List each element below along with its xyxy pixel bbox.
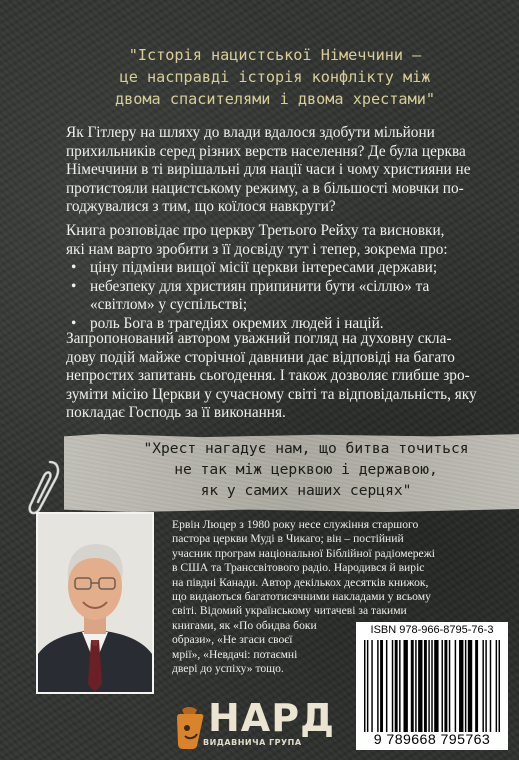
conclusion-line: непростих запитань сьогодення. І також дозволяє глибше зро- [66, 367, 470, 385]
barcode-bar [367, 640, 368, 732]
barcode-bar [428, 640, 429, 732]
barcode-bar [442, 640, 443, 732]
bio-line: що видаються багатотисячними накладами у всьому [172, 590, 431, 604]
intro-paragraph [66, 124, 498, 217]
barcode-bar [499, 640, 500, 732]
conclusion-line: Запропонований автором уважний погляд на духовну скла- [66, 330, 452, 347]
barcode-bar [364, 640, 365, 732]
barcode-bar [415, 640, 416, 732]
intro-line: Як Гітлеру на шляху до влади вдалося здобути мільйони [66, 124, 435, 141]
barcode-bar [411, 640, 414, 732]
barcode-bar [424, 640, 427, 732]
conclusion-line: зуміти місію Церкви у сучасному світі та відповідальність, яку [66, 385, 477, 403]
bullet: • [71, 314, 77, 332]
list-item-text: «світлом» у суспільстві; [90, 296, 248, 314]
bio-line: образи», «Не згаси своєї [172, 633, 293, 647]
barcode-bar [386, 640, 387, 732]
bio-line: світі. Відомий українському читачеві за такими [172, 604, 407, 618]
bio-line: Ервін Люцер з 1980 року несе служіння старшого [172, 518, 419, 531]
list-item [66, 259, 498, 278]
conclusion-paragraph [66, 330, 498, 423]
intro-line: Німеччини в ті вирішальні для нації часи і чому християни не [66, 161, 471, 179]
bio-line: пастора церкви Муді в Чикаго; він – постійний [172, 532, 404, 546]
top-quote-line: це насправді історія конфлікту між [119, 68, 431, 86]
intro-line: годжувалися з тим, що коїлося навкруги? [66, 198, 336, 216]
bio-line: учасник програм національної Біблійної радіомережі [172, 546, 435, 560]
barcode-bar [482, 640, 483, 732]
barcode-bar [431, 640, 432, 732]
barcode-bar [468, 640, 472, 732]
strip-quote [86, 438, 519, 501]
barcode-bar [371, 640, 372, 732]
isbn-barcode-box [356, 622, 508, 750]
strip-quote-line: "Хрест нагадує нам, що битва точиться [143, 440, 469, 457]
barcode-bar [395, 640, 398, 732]
barcode-bar [377, 640, 378, 732]
list-item-text: небезпеку для християн припинити бути «сіллю» та [90, 277, 430, 295]
isbn-label: ISBN 978-966-8795-76-3 [370, 624, 494, 636]
author-photo [36, 512, 154, 694]
barcode-bar [444, 640, 447, 732]
about-line: які нам варто зробити з її досвіду тут і тепер, зокрема про: [66, 240, 448, 258]
bio-line: книгами, як «По обидва боки [172, 618, 317, 632]
bio-line: двері до успіху» тощо. [172, 662, 284, 676]
barcode-bar [449, 640, 450, 732]
top-quote-line: двома спасителями і двома хрестами" [114, 90, 436, 108]
barcode-bar [399, 640, 400, 732]
bullet: • [71, 259, 77, 276]
barcode-bar [392, 640, 393, 732]
top-quote-line: "Історія нацистської Німеччини – [128, 46, 422, 64]
intro-line: прихильників серед різних верств населення? Де була церква [66, 142, 466, 160]
barcode-bar [403, 640, 407, 732]
strip-quote-line: як у самих наших серцях" [200, 482, 412, 499]
barcode-bar [418, 640, 422, 732]
barcode-bar [455, 640, 456, 732]
barcode-bar [475, 640, 478, 732]
about-paragraph [66, 222, 498, 259]
list-item [66, 278, 498, 315]
barcode-bar [434, 640, 438, 732]
barcode-bar [465, 640, 466, 732]
publisher-tagline: ВИДАВНИЧА ГРУПА [203, 738, 302, 747]
bio-line: на півдні Канади. Автор декількох десятків книжок, [172, 575, 429, 589]
strip-quote-line: не так між церквою і державою, [174, 461, 438, 478]
topic-list [66, 259, 498, 333]
barcode-bar [380, 640, 383, 732]
publisher-logo-icon [173, 704, 207, 750]
publisher-name: НАРД [208, 696, 335, 740]
barcode-bar [496, 640, 497, 732]
intro-line: протистояли нацистському режиму, а в більшості мовчки по- [66, 179, 464, 197]
bullet: • [71, 277, 77, 295]
paperclip-icon [24, 456, 64, 520]
top-quote [40, 44, 510, 110]
barcode-bar [459, 640, 463, 732]
conclusion-line: дову подій майже сторічної давнини дає відповіді на багато [66, 348, 455, 366]
ean-digits: 9 789668 795763 [373, 732, 491, 748]
barcode-icon [364, 640, 500, 732]
list-item-text: ціну підміни вищої місії церкви інтересами держави; [90, 259, 438, 276]
conclusion-line: покладає Господь за її виконання. [66, 404, 286, 422]
barcode-bar [490, 640, 491, 732]
about-line: Книга розповідає про церкву Третього Рейху та висновки, [66, 222, 445, 239]
bio-line: мрії», «Невдачі: потаємні [172, 647, 298, 661]
bio-line: в США та Трансcвітового радіо. Народився й виріс [172, 561, 425, 575]
barcode-bar [485, 640, 486, 732]
list-item-text: роль Бога в трагедіях окремих людей і націй. [90, 314, 384, 332]
